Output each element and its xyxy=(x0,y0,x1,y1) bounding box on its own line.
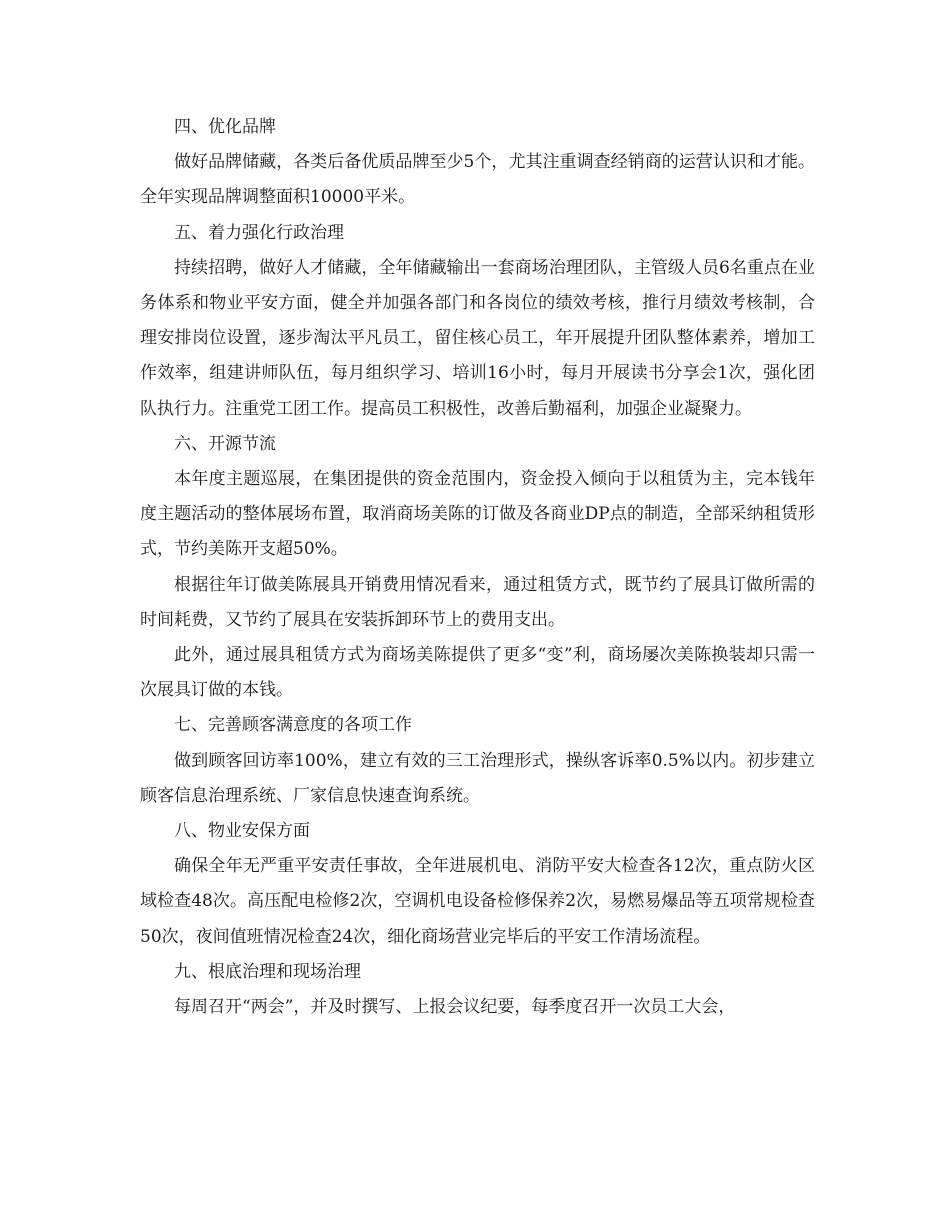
paragraph: 做好品牌储藏，各类后备优质品牌至少5个，尤其注重调查经销商的运营认识和才能。全年实现品牌调整面积10000平米。 xyxy=(140,152,815,208)
section-heading: 四、优化品牌 xyxy=(174,117,276,137)
section-heading: 七、完善顾客满意度的各项工作 xyxy=(174,715,412,736)
paragraph: 本年度主题巡展，在集团提供的资金范围内，资金投入倾向于以租赁为主，完本钱年度主题活动的整体展场布置，取消商场美陈的订做及各商业DP点的制造，全部采纳租赁形式，节约美陈开支超50%。 xyxy=(140,469,815,560)
paragraph: 确保全年无严重平安责任事故，全年进展机电、消防平安大检查各12次，重点防火区域检查48次。高压配电检修2次，空调机电设备检修保养2次，易燃易爆品等五项常规检查50次，夜间值班情况检查24次，细化商场营业完毕后的平安工作清场流程。 xyxy=(140,856,815,947)
section-heading: 六、开源节流 xyxy=(174,433,276,454)
paragraph: 持续招聘，做好人才储藏，全年储藏输出一套商场治理团队，主管级人员6名重点在业务体系和物业平安方面，健全并加强各部门和各岗位的绩效考核，推行月绩效考核制，合理安排岗位设置，逐步淘汰平凡员工，留住核心员工，年开展提升团队整体素养，增加工作效率，组建讲师队伍，每月组织学习、培训16小时，每月开展读书分享会1次，强化团队执行力。注重党工团工作。提高员工积极性，改善后勤福利，加强企业凝聚力。 xyxy=(140,257,815,419)
paragraph: 每周召开“两会”，并及时撰写、上报会议纪要，每季度召开一次员工大会， xyxy=(174,997,736,1018)
paragraph: 此外，通过展具租赁方式为商场美陈提供了更多“变”利，商场屡次美陈换装却只需一次展具订做的本钱。 xyxy=(140,645,815,701)
document-page xyxy=(140,110,815,1025)
section-heading: 五、着力强化行政治理 xyxy=(174,222,344,243)
paragraph: 根据往年订做美陈展具开销费用情况看来，通过租赁方式，既节约了展具订做所需的时间耗费，又节约了展具在安装拆卸环节上的费用支出。 xyxy=(140,574,815,630)
section-heading: 八、物业安保方面 xyxy=(174,821,310,842)
paragraph: 做到顾客回访率100%，建立有效的三工治理形式，操纵客诉率0.5%以内。初步建立顾客信息治理系统、厂家信息快速查询系统。 xyxy=(140,750,815,806)
section-heading: 九、根底治理和现场治理 xyxy=(174,961,361,982)
